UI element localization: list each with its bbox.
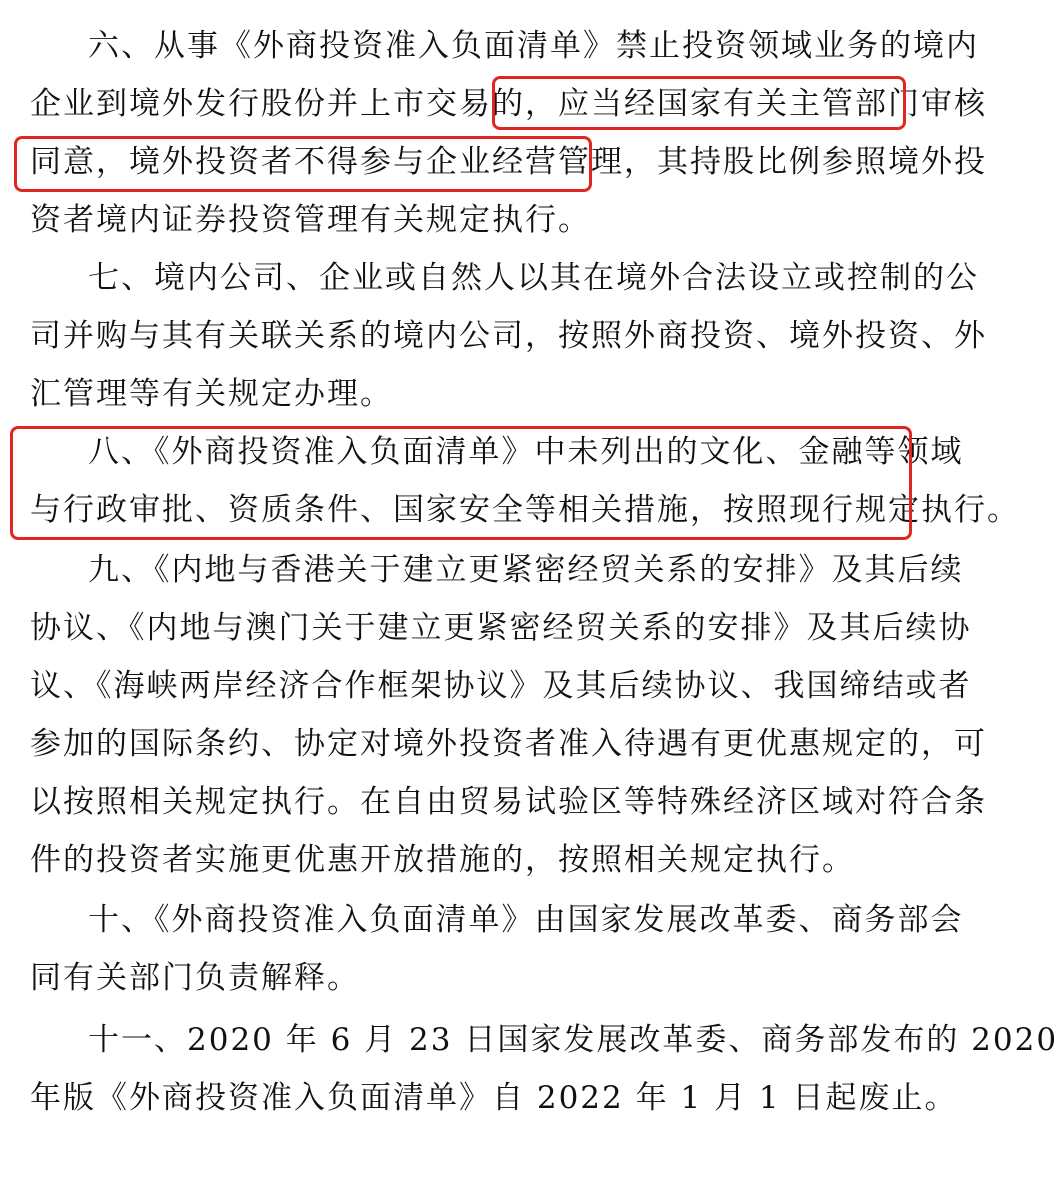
paragraph-line: 同有关部门负责解释。 <box>30 960 360 996</box>
paragraph-line: 资者境内证券投资管理有关规定执行。 <box>30 202 591 238</box>
paragraph-line: 十一、2020 年 6 月 23 日国家发展改革委、商务部发布的 2020 <box>88 1022 1058 1058</box>
paragraph-line: 企业到境外发行股份并上市交易的，应当经国家有关主管部门审核 <box>30 86 987 122</box>
paragraph-line: 年版《外商投资准入负面清单》自 2022 年 1 月 1 日起废止。 <box>30 1080 958 1116</box>
paragraph-line: 以按照相关规定执行。在自由贸易试验区等特殊经济区域对符合条 <box>30 784 987 820</box>
paragraph-line: 十、《外商投资准入负面清单》由国家发展改革委、商务部会 <box>88 902 964 938</box>
paragraph-line: 九、《内地与香港关于建立更紧密经贸关系的安排》及其后续 <box>88 552 964 588</box>
paragraph-line: 件的投资者实施更优惠开放措施的，按照相关规定执行。 <box>30 842 855 878</box>
paragraph-line: 七、境内公司、企业或自然人以其在境外合法设立或控制的公 <box>88 260 979 296</box>
paragraph-line: 协议、《内地与澳门关于建立更紧密经贸关系的安排》及其后续协 <box>30 610 972 646</box>
paragraph-line: 议、《海峡两岸经济合作框架协议》及其后续协议、我国缔结或者 <box>30 668 972 704</box>
paragraph-line: 八、《外商投资准入负面清单》中未列出的文化、金融等领域 <box>88 434 964 470</box>
paragraph-line: 同意，境外投资者不得参与企业经营管理，其持股比例参照境外投 <box>30 144 987 180</box>
paragraph-line: 六、从事《外商投资准入负面清单》禁止投资领域业务的境内 <box>88 28 979 64</box>
paragraph-line: 参加的国际条约、协定对境外投资者准入待遇有更优惠规定的，可 <box>30 726 987 762</box>
paragraph-line: 汇管理等有关规定办理。 <box>30 376 393 412</box>
paragraph-line: 与行政审批、资质条件、国家安全等相关措施，按照现行规定执行。 <box>30 492 1020 528</box>
paragraph-line: 司并购与其有关联关系的境内公司，按照外商投资、境外投资、外 <box>30 318 987 354</box>
